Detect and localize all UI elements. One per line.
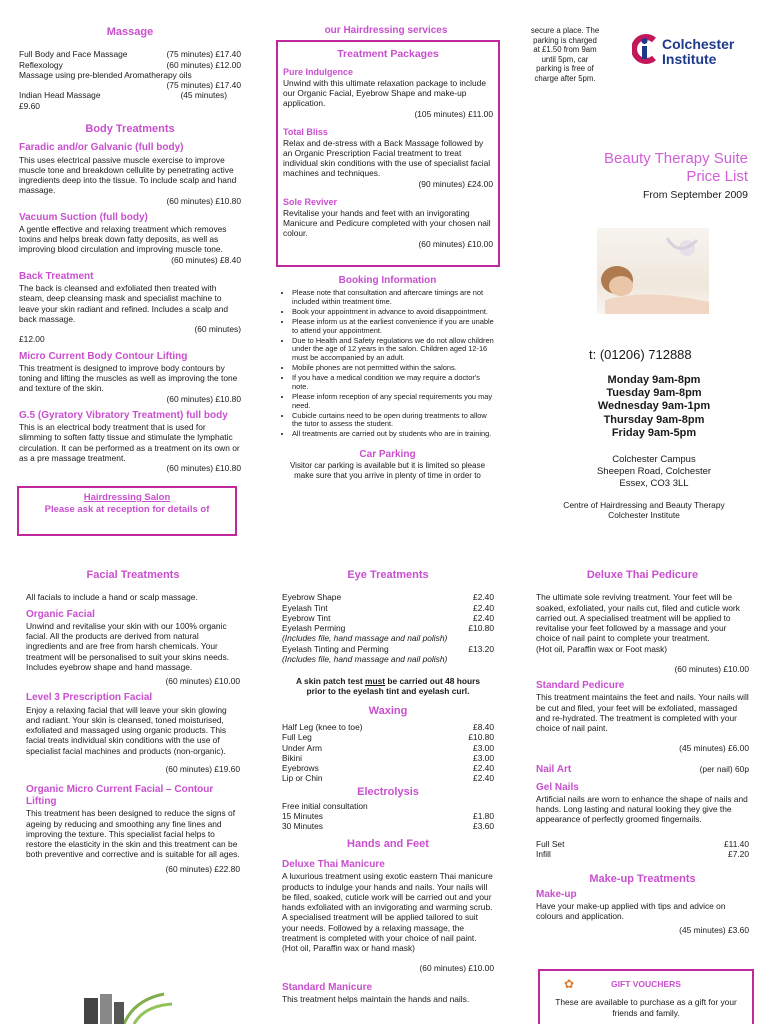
list-item: Full Body and Face Massage (75 minutes) £17.40 xyxy=(19,49,241,60)
treatment-description: This treatment has been designed to reduce the signs of ageing by reducing and smoothing any fine lines and improving the texture. This specialist facial helps to restore the elasticity in the skin and this treatment can be both preventive and corrective and is suitable for all ages. xyxy=(26,808,240,860)
list-item: (75 minutes) £17.40 xyxy=(166,80,241,91)
list-item: • All treatments are carried out by students who are in training. xyxy=(292,430,495,439)
eye-treatments-section xyxy=(282,569,494,1004)
makeup-title: Make-up Treatments xyxy=(589,873,696,886)
brochure-subtitle: Price List xyxy=(686,168,748,186)
list-item: Bikini £3.00 xyxy=(282,752,494,763)
institute-logo xyxy=(632,34,752,68)
package-title: Pure Indulgence xyxy=(283,66,354,77)
treatment-price: (60 minutes) £10.80 xyxy=(166,463,241,473)
treatment-price: (60 minutes) £10.00 xyxy=(165,676,240,687)
list-item: 15 Minutes £1.80 xyxy=(282,811,494,822)
phone-number: t: (01206) 712888 xyxy=(589,347,692,362)
centre-block xyxy=(540,500,748,521)
list-item: • Mobile phones are not permitted within the salons. xyxy=(292,364,495,373)
treatment-description: Have your make-up applied with tips and advice on colours and application. xyxy=(536,900,726,922)
treatment-title: Standard Pedicure xyxy=(536,680,625,692)
list-item: 30 Minutes £3.60 xyxy=(282,821,494,832)
spa-photo xyxy=(597,228,709,333)
hours-line: Tuesday 9am-8pm xyxy=(606,387,702,400)
product-photo xyxy=(64,990,174,1024)
massage-section xyxy=(19,26,241,473)
gift-title: GIFT VOUCHERS xyxy=(611,979,681,989)
pedicure-section xyxy=(536,569,749,936)
waxing-title: Waxing xyxy=(368,704,408,717)
treatment-price: (60 minutes) £10.80 xyxy=(166,393,241,404)
treatment-price: (60 minutes) £22.80 xyxy=(165,863,240,874)
treatment-price: (60 minutes) £10.00 xyxy=(419,963,494,974)
list-item: Lip or Chin £2.40 xyxy=(282,773,494,784)
treatment-item xyxy=(19,410,241,473)
packages-title: Treatment Packages xyxy=(337,48,439,60)
booking-list xyxy=(280,289,495,439)
list-item: Indian Head Massage (45 minutes) xyxy=(19,90,227,101)
treatment-description: This treatment maintains the feet and nails. Your nails will be cut and filed, your feet will be exfoliated, massaged and re-hydrated. The treatment is completed with your choice of nail paint. xyxy=(536,692,749,734)
car-parking-title: Car Parking xyxy=(359,449,416,461)
address-line: Colchester Campus xyxy=(612,454,696,465)
treatment-description: Artificial nails are worn to enhance the shape of nails and hands. Long lasting and natural looking they give the appearance of perfectly groomed fingernails. xyxy=(536,793,748,825)
list-item: • Book your appointment in advance to avoid disappointment. xyxy=(292,308,495,317)
package-item xyxy=(283,197,493,249)
list-item: Eyelash Perming £10.80 xyxy=(282,623,494,634)
brochure-date: From September 2009 xyxy=(642,188,748,201)
treatment-title: Deluxe Thai Manicure xyxy=(282,859,385,871)
list-item: Infill £7.20 xyxy=(536,848,749,859)
booking-information xyxy=(280,275,495,481)
list-item: • Cubicle curtains need to be open during treatments to allow the tutor to assess the student. xyxy=(292,412,495,430)
treatment-price: (60 minutes) £8.40 xyxy=(171,254,241,265)
treatment-title: Faradic and/or Galvanic (full body) xyxy=(19,142,184,154)
package-item xyxy=(283,67,493,119)
brochure-title: Beauty Therapy Suite xyxy=(604,150,748,167)
treatment-title: Organic Micro Current Facial – Contour Lifting xyxy=(26,784,214,808)
package-price: (105 minutes) £11.00 xyxy=(414,108,493,119)
treatment-title: Back Treatment xyxy=(19,270,94,282)
hours-line: Wednesday 9am-1pm xyxy=(597,400,711,413)
list-item: • If you have a medical condition we may require a doctor's note. xyxy=(292,374,495,392)
eye-title: Eye Treatments xyxy=(347,569,429,581)
list-item: Eyebrows £2.40 xyxy=(282,763,494,774)
list-item: Reflexology (60 minutes) £12.00 xyxy=(19,59,241,70)
centre-line: Centre of Hairdressing and Beauty Therapy xyxy=(563,500,725,510)
gift-heading xyxy=(546,979,746,989)
facial-treatments-section xyxy=(26,569,240,874)
treatment-title: Standard Manicure xyxy=(282,981,373,993)
list-item: Eyebrow Tint £2.40 xyxy=(282,612,494,623)
package-title: Sole Reviver xyxy=(283,196,338,207)
package-price: (60 minutes) £10.00 xyxy=(418,238,493,249)
treatment-price: (60 minutes) £10.00 xyxy=(674,663,749,674)
treatment-title: Vacuum Suction (full body) xyxy=(19,211,148,223)
body-treatments-title: Body Treatments xyxy=(85,122,175,135)
list-item: Under Arm £3.00 xyxy=(282,742,494,753)
brochure-title-block xyxy=(560,150,748,201)
list-item: (Includes file, hand massage and nail polish) xyxy=(282,633,448,644)
logo-line1: Colchester xyxy=(662,36,735,52)
treatment-price: (60 minutes) xyxy=(194,324,241,335)
treatment-price: (45 minutes) £3.60 xyxy=(679,925,749,936)
eye-list xyxy=(282,592,494,664)
package-price: (90 minutes) £24.00 xyxy=(418,178,493,189)
treatment-description: A luxurious treatment using exotic eastern Thai manicure products to indulge your hands and nails. Your nails will be filed, soaked, cuticle work will be carried out and your hands exfoliated with an invigorating and warming scrub. A specialised treatment will be applied tailored to suit your needs. Followed by a relaxing massage, the treatment is completed with your choice of nail paint. xyxy=(282,871,493,943)
list-item: Eyelash Tinting and Perming £13.20 xyxy=(282,643,494,654)
treatment-item xyxy=(19,351,241,404)
treatment-item xyxy=(19,142,241,205)
gel-list xyxy=(536,839,749,860)
salon-text: Please ask at reception for details of xyxy=(44,503,210,515)
treatment-item xyxy=(282,859,494,973)
treatment-description: This treatment helps maintain the hands and nails. xyxy=(282,993,470,1004)
list-item: • Please inform reception of any special requirements you may need. xyxy=(292,393,495,411)
car-parking-text: Visitor car parking is available but it is limited so please make sure that you arrive in plenty of time in order to xyxy=(289,461,486,481)
treatment-description: Enjoy a relaxing facial that will leave your skin glowing and radiant. Your skin is cleansed, toned moisturised, exfoliated and massaged using organic products. This facial treats individual skin conditions with the use of specialist facial machines and products (non-organic). xyxy=(26,704,227,756)
list-item: Half Leg (knee to toe) £8.40 xyxy=(282,722,494,733)
treatment-item xyxy=(26,784,240,874)
booking-title: Booking Information xyxy=(338,275,437,286)
list-item: Massage using pre-blended Aromatherapy oils xyxy=(19,69,192,80)
opening-hours xyxy=(560,374,748,440)
electrolysis-title: Electrolysis xyxy=(357,785,419,798)
electrolysis-list xyxy=(282,801,494,832)
waxing-list xyxy=(282,722,494,784)
treatment-item xyxy=(282,982,494,1004)
address-line: Sheepen Road, Colchester xyxy=(596,465,712,477)
gift-vouchers-box xyxy=(538,969,754,1024)
list-item: • Due to Health and Safety regulations we do not allow children under the age of 12 years in the salon. Children aged 12-16 must be accompanied by an adult. xyxy=(292,337,495,364)
hands-feet-title: Hands and Feet xyxy=(347,837,429,850)
treatment-price: £12.00 xyxy=(19,334,45,345)
list-item: (Includes file, hand massage and nail polish) xyxy=(282,653,448,664)
treatment-title: G.5 (Gyratory Vibratory Treatment) full body xyxy=(19,409,228,421)
centre-line: Colchester Institute xyxy=(608,510,680,521)
treatment-title: Micro Current Body Contour Lifting xyxy=(19,350,188,362)
treatment-note: (Hot oil, Paraffin wax or hand mask) xyxy=(282,943,415,954)
treatment-note: (Hot oil, Paraffin wax or Foot mask) xyxy=(536,643,668,654)
package-description: Revitalise your hands and feet with an invigorating Manicure and Pedicure completed with your chosen nail colour. xyxy=(283,207,491,239)
facial-title: Facial Treatments xyxy=(86,569,180,581)
list-item: Eyebrow Shape £2.40 xyxy=(282,592,494,603)
massage-list xyxy=(19,49,241,111)
package-description: Unwind with this ultimate relaxation package to include our Organic Facial, Eyebrow Shape and make-up application. xyxy=(283,77,486,109)
massage-title: Massage xyxy=(106,26,154,38)
treatment-description: A gentle effective and relaxing treatment which removes toxins and helps break down fatty deposits, as well as improving blood circulation and improving muscle tone. xyxy=(19,223,227,255)
list-item: • Please inform us at the earliest convenience if you are unable to attend your appointment. xyxy=(292,318,495,336)
treatment-description: This is an electrical body treatment that is used for slimming to soften fatty tissue and stimulate the lymphatic circulation. It can be performed as a treatment on its own or as a pre massage treatment. xyxy=(19,422,240,463)
package-item xyxy=(283,127,493,189)
hairdressing-salon-box xyxy=(17,486,237,536)
facial-intro: All facials to include a hand or scalp massage. xyxy=(26,592,198,603)
package-description: Relax and de-stress with a Back Massage followed by an Organic Prescription Facial treatment to treat individual skin conditions with the use of specialist facial machines and techniques. xyxy=(283,137,491,179)
address-line: Essex, CO3 3LL xyxy=(619,477,689,489)
treatment-description: The ultimate sole reviving treatment. Your feet will be soaked, exfoliated, your nails cut, filed and cuticle work carried out. A specialised treatment will be applied to revitalise your feet followed by a massage and your choice of nail paint to complete your treatment. xyxy=(536,592,740,644)
hours-line: Thursday 9am-8pm xyxy=(603,413,705,426)
list-item: £9.60 xyxy=(19,100,40,111)
treatment-description: The back is cleansed and exfoliated then treated with steam, deep cleansing mask and specialist machine to leave your skin radiant and refined. Includes a scalp and back massage. xyxy=(19,283,229,324)
list-item: • Please note that consultation and aftercare timings are not included within treatment time. xyxy=(292,289,495,307)
treatment-price: (60 minutes) £19.60 xyxy=(165,763,240,774)
logo-mark-icon xyxy=(632,34,658,64)
treatment-description: Unwind and revitalise your skin with our 100% organic facial. All the products are derived from natural ingredients and are free from harsh chemicals. Your treatment will be personalised to suit your skins needs. Includes eyebrow shape and hand massage. xyxy=(26,620,229,672)
treatment-item xyxy=(26,692,240,774)
treatment-price: (45 minutes) £6.00 xyxy=(679,743,749,754)
treatment-title: Gel Nails xyxy=(536,781,579,793)
treatment-title: Make-up xyxy=(536,888,577,900)
treatment-item xyxy=(26,609,240,687)
treatment-title: Organic Facial xyxy=(26,608,95,620)
pedicure-title: Deluxe Thai Pedicure xyxy=(586,569,699,581)
list-item: Full Set £11.40 xyxy=(536,838,749,849)
package-title: Total Bliss xyxy=(283,126,328,137)
gift-text: These are available to purchase as a gift for your friends and family. xyxy=(555,997,737,1018)
nail-art-row xyxy=(536,764,749,776)
treatment-description: This uses electrical passive muscle exercise to improve muscle tone and breakdown cellulite by penetrating active ingredients deep into the tissue. To include scalp and hand massage. xyxy=(19,154,237,196)
logo-line2: Institute xyxy=(662,51,717,67)
patch-test-notice: A skin patch test must be carried out 48 hours prior to the eyelash tint and eyelash curl. xyxy=(295,676,480,697)
butterfly-icon: ✿ xyxy=(564,977,575,991)
hours-line: Monday 9am-8pm xyxy=(607,374,701,386)
address-block xyxy=(560,454,748,490)
treatment-item xyxy=(19,271,241,345)
hairdressing-services-heading: our Hairdressing services xyxy=(324,25,448,36)
treatment-title: Level 3 Prescription Facial xyxy=(26,692,153,704)
treatment-item xyxy=(19,212,241,265)
list-item: Eyelash Tint £2.40 xyxy=(282,602,494,613)
treatment-title: Nail Art xyxy=(536,763,572,775)
salon-title: Hairdressing Salon xyxy=(83,492,171,503)
list-item: Free initial consultation xyxy=(282,800,368,811)
parking-continued: secure a place. The parking is charged at £1.50 from 9am until 5pm, car parking is free of charge after 5pm. xyxy=(530,26,600,83)
treatment-packages-box xyxy=(276,40,500,267)
treatment-price: (per nail) 60p xyxy=(699,763,749,774)
hours-line: Friday 9am-5pm xyxy=(611,426,697,439)
list-item: Full Leg £10.80 xyxy=(282,732,494,743)
treatment-description: This treatment is designed to improve body contours by toning and lifting the muscles as well as improving the tone and texture of the skin. xyxy=(19,362,238,394)
treatment-price: (60 minutes) £10.80 xyxy=(166,195,241,206)
